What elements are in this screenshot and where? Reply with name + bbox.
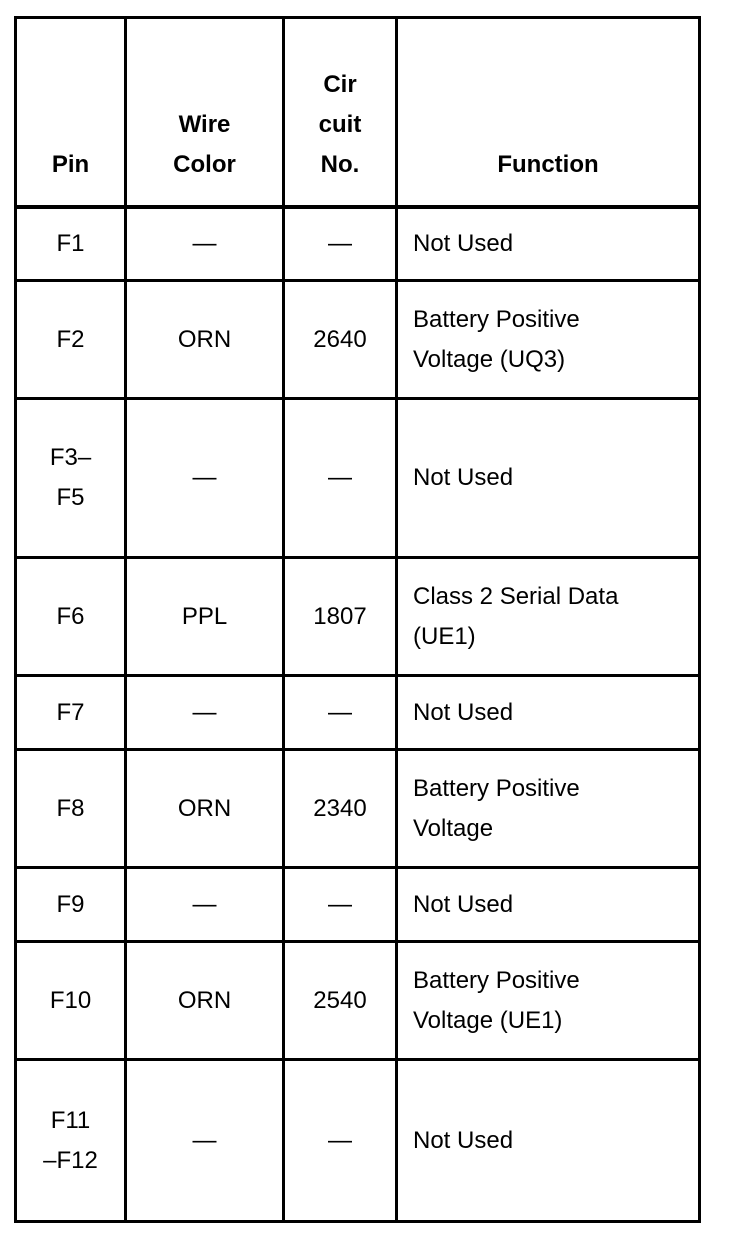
circuit-value: —	[328, 1126, 352, 1154]
circuit-cell	[284, 399, 397, 558]
wire-color-cell	[126, 399, 284, 558]
function-line2: Voltage (UQ3)	[413, 345, 566, 373]
wire-color-value: —	[192, 698, 217, 726]
function-cell	[397, 207, 700, 281]
function-cell	[397, 281, 700, 399]
table-row	[16, 868, 700, 942]
wire-color-cell	[126, 207, 284, 281]
header-circuit-line1: Cir	[323, 70, 357, 98]
table-row	[16, 942, 700, 1060]
circuit-value: 2340	[313, 794, 367, 822]
header-row	[16, 18, 700, 207]
circuit-value: —	[328, 229, 352, 257]
circuit-cell	[284, 207, 397, 281]
wire-color-value: —	[192, 464, 217, 491]
function-cell	[397, 399, 700, 558]
function-line1: Not Used	[413, 229, 514, 257]
pin-cell	[16, 750, 126, 868]
header-circuit-no	[284, 18, 397, 207]
wire-color-cell	[126, 750, 284, 868]
pin-value: F7	[56, 698, 85, 726]
table-header	[16, 18, 700, 207]
wire-color-value: ORN	[177, 986, 232, 1014]
circuit-value: 2540	[313, 986, 367, 1014]
pin-value: F8	[56, 794, 85, 822]
table-row	[16, 1060, 700, 1222]
circuit-cell	[284, 676, 397, 750]
wire-color-cell	[126, 676, 284, 750]
function-line1: Battery Positive	[413, 774, 580, 802]
header-function	[397, 18, 700, 207]
pin-value-line2: F5	[56, 484, 85, 511]
pin-cell	[16, 868, 126, 942]
circuit-cell	[284, 1060, 397, 1222]
header-pin	[16, 18, 126, 207]
pin-value: F6	[56, 602, 85, 630]
circuit-value: —	[328, 464, 352, 491]
pin-cell	[16, 207, 126, 281]
wire-color-cell	[126, 558, 284, 676]
pin-value: F11	[50, 1106, 91, 1134]
pin-value: F1	[56, 229, 85, 257]
function-line2: Voltage (UE1)	[413, 1006, 563, 1034]
function-cell	[397, 750, 700, 868]
header-pin-label: Pin	[51, 150, 90, 178]
pin-cell	[16, 676, 126, 750]
header-wire-color-line2: Color	[173, 150, 236, 178]
circuit-cell	[284, 750, 397, 868]
header-circuit-line3: No.	[320, 150, 360, 178]
wire-color-value: PPL	[181, 602, 228, 630]
table-row	[16, 750, 700, 868]
header-circuit-line2: cuit	[318, 110, 362, 138]
pin-cell	[16, 281, 126, 399]
function-line2: Voltage	[413, 814, 494, 842]
table-row	[16, 399, 700, 558]
wire-color-value: ORN	[177, 325, 232, 353]
header-wire-color-line1: Wire	[178, 110, 231, 138]
function-cell	[397, 558, 700, 676]
pin-table	[14, 16, 701, 1223]
function-cell	[397, 868, 700, 942]
pin-cell	[16, 942, 126, 1060]
wire-color-value: —	[192, 229, 217, 257]
pin-value: F2	[56, 325, 85, 353]
table-body	[16, 207, 700, 1222]
circuit-cell	[284, 868, 397, 942]
table-row	[16, 676, 700, 750]
wire-color-cell	[126, 281, 284, 399]
wire-color-value: —	[192, 890, 217, 918]
pin-cell	[16, 399, 126, 558]
wire-color-value: ORN	[177, 794, 232, 822]
function-cell	[397, 676, 700, 750]
pin-value: F9	[56, 890, 85, 918]
function-cell	[397, 942, 700, 1060]
header-wire-color	[126, 18, 284, 207]
function-line1: Not Used	[413, 890, 514, 918]
table-row	[16, 281, 700, 399]
pin-value: F10	[49, 986, 92, 1014]
pin-cell	[16, 1060, 126, 1222]
header-function-label: Function	[497, 150, 599, 178]
function-cell	[397, 1060, 700, 1222]
circuit-value: 2640	[313, 325, 367, 353]
table-row	[16, 558, 700, 676]
pin-value-line2: –F12	[43, 1146, 98, 1174]
wire-color-value: —	[192, 1126, 217, 1154]
function-line1: Class 2 Serial Data	[413, 582, 619, 610]
function-line1: Not Used	[413, 1126, 514, 1154]
circuit-cell	[284, 942, 397, 1060]
wire-color-cell	[126, 1060, 284, 1222]
function-line1: Battery Positive	[413, 966, 580, 994]
circuit-cell	[284, 558, 397, 676]
circuit-value: 1807	[313, 602, 367, 630]
circuit-value: —	[328, 698, 352, 726]
function-line1: Not Used	[413, 464, 514, 491]
circuit-cell	[284, 281, 397, 399]
wire-color-cell	[126, 942, 284, 1060]
function-line2: (UE1)	[413, 622, 476, 650]
pin-value: F3–	[49, 444, 92, 471]
pin-cell	[16, 558, 126, 676]
function-line1: Battery Positive	[413, 305, 580, 333]
wire-color-cell	[126, 868, 284, 942]
table-row	[16, 207, 700, 281]
function-line1: Not Used	[413, 698, 514, 726]
circuit-value: —	[328, 890, 352, 918]
